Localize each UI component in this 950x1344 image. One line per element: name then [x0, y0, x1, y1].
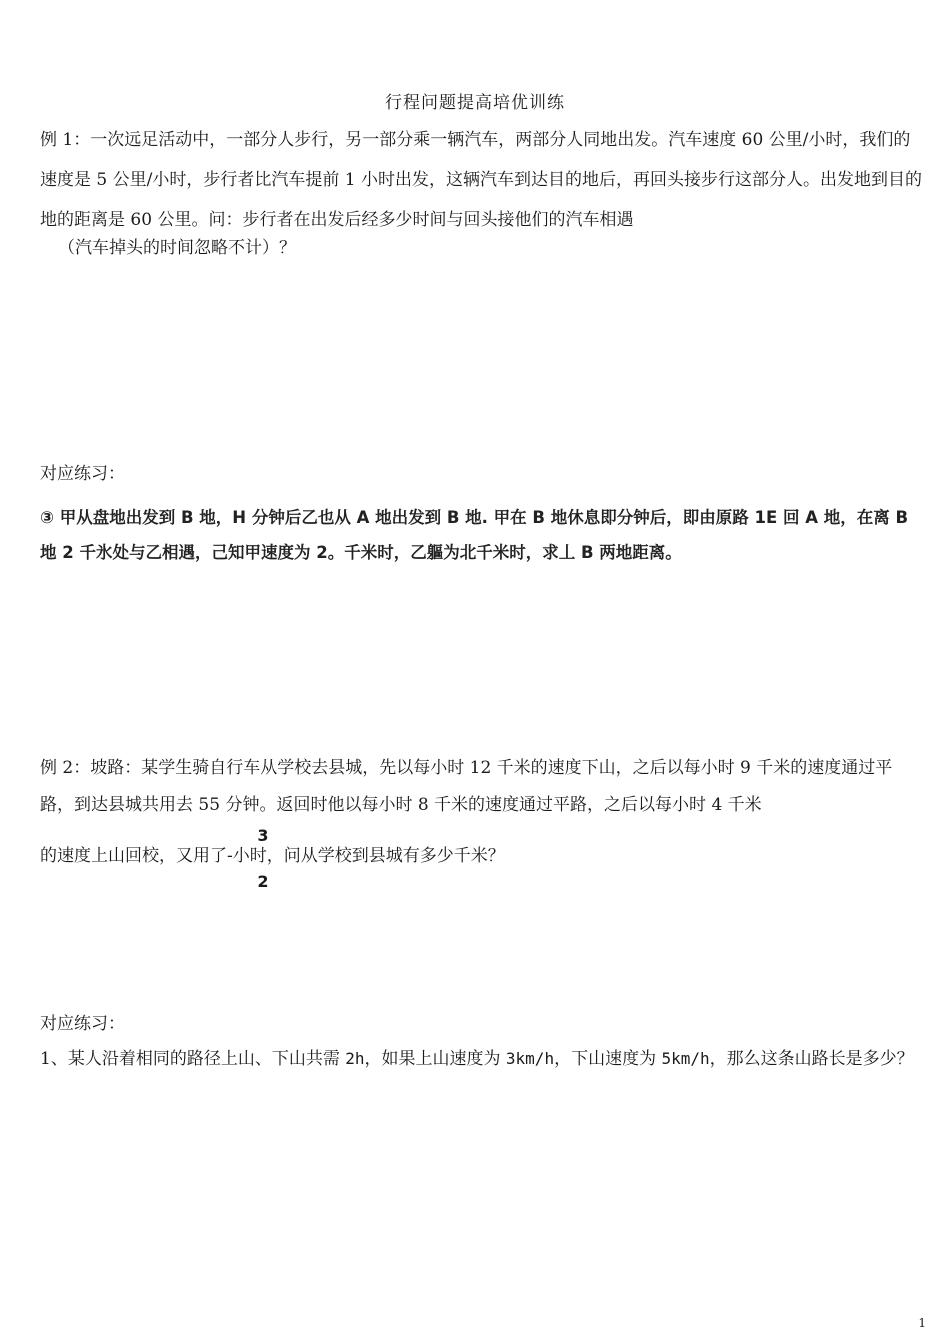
fraction-denominator: 2	[257, 872, 269, 891]
example-1-note: （汽车掉头的时间忽略不计）？	[58, 238, 296, 258]
downhill-speed-value: 5km/h	[661, 1049, 710, 1068]
question-text: ，如果上山速度为	[364, 1049, 506, 1069]
uphill-speed-value: 3km/h	[505, 1049, 555, 1068]
practice-1-heading: 对应练习：	[40, 464, 125, 484]
practice-2-question	[40, 1038, 925, 1080]
example-2-line-3: 的速度上山回校，又用了-小时，问从学校到县城有多少千米？	[40, 846, 505, 866]
fraction-numerator: 3	[257, 826, 269, 845]
question-text: ，那么这条山路长是多少？	[709, 1049, 914, 1069]
practice-1-question: ③ 甲从盘地出发到 B 地，H 分钟后乙也从 A 地出发到 B 地. 甲在 B 地休息即分钟后，即由原路 1E 回 A 地，在离 B 地 2 千氷处与乙相遇，己知甲速度为 2。千米时，乙軀为北千米时，求丄 B 两地距离。	[40, 508, 909, 562]
page-number: 1	[918, 1316, 926, 1330]
practice-2-heading: 对应练习：	[40, 1014, 125, 1034]
question-text: 1、某人沿着相同的路径上山、下山共需	[40, 1049, 346, 1069]
question-text: ，下山速度为	[554, 1049, 662, 1069]
time-value: 2h	[345, 1049, 365, 1068]
example-1-text: 例 1：一次远足活动中，一部分人步行，另一部分乘一辆汽车，两部分人同地出发。汽车速度 60 公里/小时，我们的速度是 5 公里/小时，步行者比汽车提前 1 小时出发，这辆汽车到达目的地后，再回头接步行这部分人。出发地到目的地的距离是 60 公里。问：步行者在出发后经多少时间与回头接他们的汽车相遇	[40, 130, 922, 230]
example-2-text: 例 2：坡路：某学生骑自行车从学校去县城，先以每小时 12 千米的速度下山，之后以每小时 9 千米的速度通过平路，到达县城共用去 55 分钟。返回时他以每小时 8 千米的速度通过平路，之后以每小时 4 千米	[40, 758, 893, 815]
page-title: 行程问题提高培优训练	[385, 93, 565, 113]
